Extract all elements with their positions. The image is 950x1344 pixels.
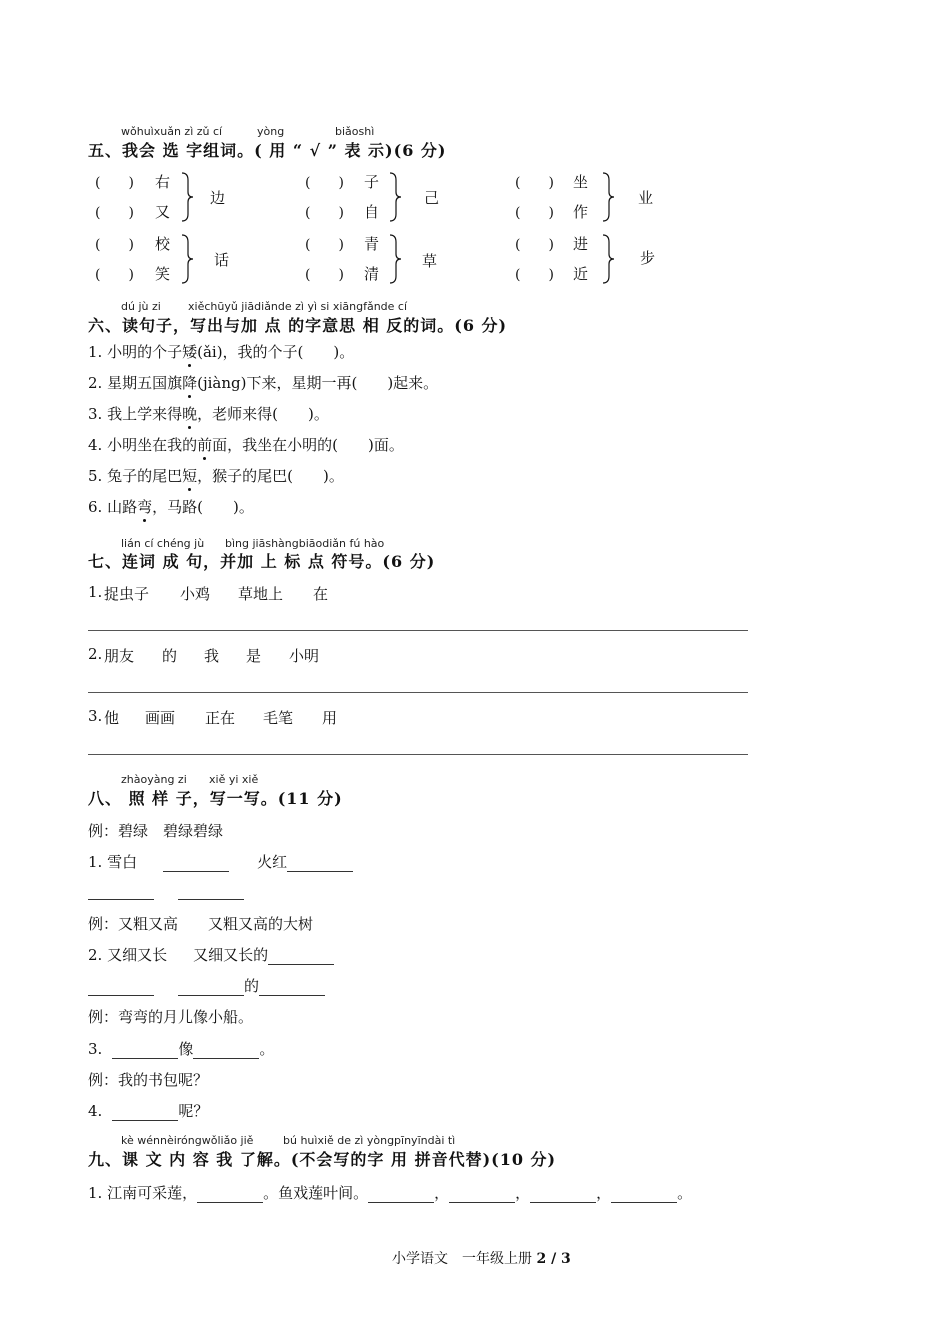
answer-blank[interactable] (268, 950, 334, 965)
answer-blank[interactable] (611, 1188, 677, 1203)
example-line: 例：碧绿 碧绿碧绿 (88, 822, 224, 840)
sentence-item: 6. 山路弯，马路( )。 (88, 498, 254, 516)
choice-char: 清 (364, 265, 380, 283)
choice-char: 自 (364, 203, 380, 221)
pinyin-annotation: xiěchūyǔ jiādiǎnde zì yì si xiāngfǎnde cí (188, 300, 408, 313)
answer-blank[interactable] (88, 885, 154, 900)
choice-char: 子 (364, 173, 380, 191)
dotted-char: 弯 (137, 498, 153, 516)
dotted-char: 前 (197, 436, 213, 454)
sentence-item: 3. 我上学来得晚，老师来得( )。 (88, 405, 329, 423)
answer-blank[interactable] (530, 1188, 596, 1203)
brace-icon (180, 172, 194, 222)
choice-char: 校 (155, 235, 171, 253)
combined-char: 边 (210, 189, 226, 207)
dotted-char: 晚 (182, 405, 198, 423)
pinyin-annotation: yòng (257, 125, 285, 138)
exercise-line: 4. 呢？ (88, 1102, 209, 1120)
choice-char: 又 (155, 203, 171, 221)
pinyin-annotation: wǒhuìxuǎn zì zǔ cí (121, 125, 223, 138)
section-8-heading: 八、 照 样 子，写一写。(11 分) (88, 789, 343, 808)
dotted-char: 短 (182, 467, 198, 485)
pinyin-annotation: bú huìxiě de zì yòngpīnyīndài tì (283, 1134, 456, 1147)
combined-char: 业 (638, 189, 654, 207)
page-footer (392, 1248, 571, 1268)
answer-blank[interactable] (193, 1044, 259, 1059)
dotted-char: 矮 (182, 343, 198, 361)
pinyin-annotation: xiě yi xiě (209, 773, 259, 786)
choice-char: 青 (364, 235, 380, 253)
footer-text: 小学语文 一年级上册 (392, 1251, 532, 1267)
exercise-line: 1. 江南可采莲， 。鱼戏莲叶间。 ， ， ， 。 (88, 1184, 693, 1202)
sentence-item: 5. 兔子的尾巴短，猴子的尾巴( )。 (88, 467, 344, 485)
combined-char: 话 (214, 251, 230, 269)
exercise-line: 的 (88, 975, 325, 996)
choice-char: 进 (573, 235, 589, 253)
brace-icon (388, 234, 402, 284)
answer-blank[interactable] (88, 981, 154, 996)
answer-blank[interactable] (259, 981, 325, 996)
answer-line[interactable] (88, 630, 748, 631)
exercise-line: 3. 像 。 (88, 1040, 275, 1058)
brace-icon (180, 234, 194, 284)
answer-blank[interactable] (112, 1106, 178, 1121)
choice-char: 坐 (573, 173, 589, 191)
exercise-line: 2. 又细又长 又细又长的 (88, 944, 334, 965)
section-7-heading: 七、连词 成 句，并加 上 标 点 符号。(6 分) (88, 552, 436, 571)
answer-line[interactable] (88, 692, 748, 693)
exercise-line (88, 882, 244, 900)
choice-char: 作 (573, 203, 589, 221)
example-line: 例：又粗又高 又粗又高的大树 (88, 915, 314, 933)
answer-blank[interactable] (287, 857, 353, 872)
choice-char: 近 (573, 265, 589, 283)
section-6-heading: 六、读句子，写出与加 点 的字意思 相 反的词。(6 分) (88, 316, 508, 335)
section-9-heading: 九、课 文 内 容 我 了解。(不会写的字 用 拼音代替)(10 分) (88, 1150, 557, 1169)
section-5-heading: 五、我会 选 字组词。( 用 “ √ ” 表 示)(6 分) (88, 141, 447, 160)
answer-line[interactable] (88, 754, 748, 755)
example-line: 例：弯弯的月儿像小船。 (88, 1008, 254, 1026)
dotted-char: 降 (182, 374, 198, 392)
answer-blank[interactable] (368, 1188, 434, 1203)
brace-icon (601, 234, 615, 284)
pinyin-annotation: lián cí chéng jù (121, 537, 205, 550)
choice-char: 右 (155, 173, 171, 191)
page-number: 2 / 3 (536, 1251, 571, 1267)
answer-blank[interactable] (112, 1044, 178, 1059)
combined-char: 草 (422, 252, 438, 270)
choice-char: 笑 (155, 265, 171, 283)
pinyin-annotation: dú jù zi (121, 300, 161, 313)
sentence-item: 1. 小明的个子矮(ǎi)，我的个子( )。 (88, 343, 355, 361)
answer-blank[interactable] (178, 885, 244, 900)
pinyin-annotation: bìng jiāshàngbiāodiǎn fú hào (225, 537, 385, 550)
brace-icon (388, 172, 402, 222)
brace-icon (601, 172, 615, 222)
answer-blank[interactable] (449, 1188, 515, 1203)
pinyin-annotation: zhàoyàng zi (121, 773, 187, 786)
answer-blank[interactable] (178, 981, 244, 996)
answer-blank[interactable] (197, 1188, 263, 1203)
sentence-item: 4. 小明坐在我的前面，我坐在小明的( )面。 (88, 436, 404, 454)
pinyin-annotation: kè wénnèiróngwǒliǎo jiě (121, 1134, 254, 1147)
combined-char: 己 (424, 189, 440, 207)
sentence-item: 2. 星期五国旗降(jiàng)下来，星期一再( )起来。 (88, 374, 439, 392)
answer-blank[interactable] (163, 857, 229, 872)
example-line: 例：我的书包呢？ (88, 1071, 209, 1089)
pinyin-annotation: biǎoshì (335, 125, 375, 138)
combined-char: 步 (640, 249, 656, 267)
exercise-line: 1. 雪白 火红 (88, 851, 353, 872)
